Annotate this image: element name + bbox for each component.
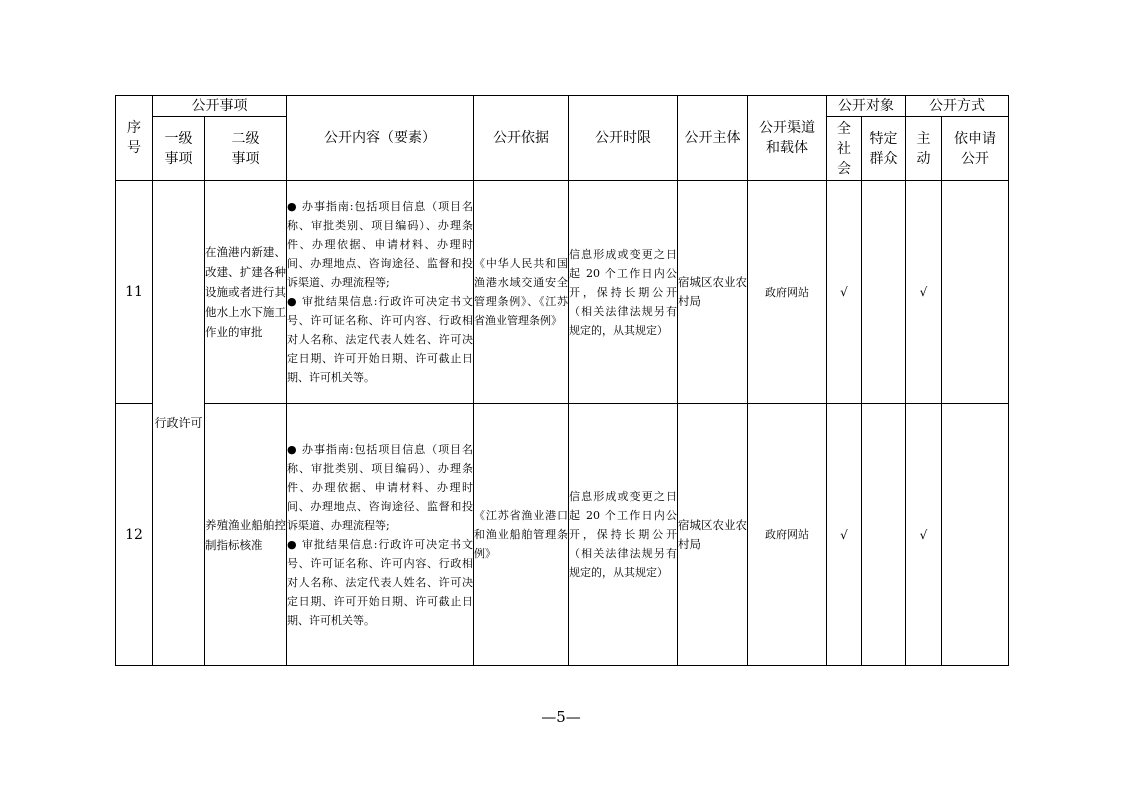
header-level1	[153, 117, 205, 181]
content-guide: ● 办事指南:包括项目信息（项目名称、审批类别、项目编码）、办理条件、办理依据、申请材料、办理时间、办理地点、咨询途径、监督和投诉渠道、办理流程等;	[287, 200, 473, 289]
header-row-1	[116, 96, 1009, 117]
header-method: 公开方式	[906, 96, 1009, 117]
header-public-items: 公开事项	[153, 96, 287, 117]
header-target-all	[827, 117, 862, 181]
row-level2: 在渔港内新建、改建、扩建各种设施或者进行其他水上水下施工作业的审批	[205, 181, 287, 404]
content-result: ● 审批结果信息:行政许可决定书文号、许可证名称、许可内容、行政相对人名称、法定代表人姓名、许可决定日期、许可开始日期、许可截止日期、许可机关等。	[287, 537, 473, 627]
level1-cell: 行政许可	[153, 181, 205, 666]
header-target-specific-label: 特定群众	[869, 130, 898, 167]
header-channel	[748, 96, 827, 181]
row-channel: 政府网站	[748, 181, 827, 404]
row-basis: 《中华人民共和国渔港水域交通安全管理条例》、《江苏省渔业管理条例》	[474, 181, 569, 404]
table-row	[116, 404, 1009, 666]
header-method-request	[942, 117, 1009, 181]
row-level2: 养殖渔业船舶控制指标核准	[205, 404, 287, 666]
row-subject: 宿城区农业农村局	[678, 404, 748, 666]
header-subject: 公开主体	[678, 96, 748, 181]
content-result: ● 审批结果信息:行政许可决定书文号、许可证名称、许可内容、行政相对人名称、法定代表人姓名、许可决定日期、许可开始日期、许可截止日期、许可机关等。	[287, 295, 473, 384]
header-level2	[205, 117, 287, 181]
row-all-society: √	[827, 181, 862, 404]
header-target: 公开对象	[827, 96, 906, 117]
row-all-society: √	[827, 404, 862, 666]
header-method-active-label: 主动	[916, 130, 931, 167]
page-number: —5—	[541, 708, 581, 726]
row-seq: 12	[116, 404, 153, 666]
row-specific	[862, 404, 906, 666]
header-basis: 公开依据	[474, 96, 569, 181]
row-channel: 政府网站	[748, 404, 827, 666]
row-basis: 《江苏省渔业港口和渔业船舶管理条例》	[474, 404, 569, 666]
header-method-request-label: 依申请公开	[954, 130, 996, 167]
row-subject: 宿城区农业农村局	[678, 181, 748, 404]
header-time-limit: 公开时限	[569, 96, 678, 181]
disclosure-table	[115, 95, 1009, 666]
row-time-limit: 信息形成或变更之日起 20 个工作日内公开，保持长期公开（相关法律法规另有规定的，从其规定）	[569, 181, 678, 404]
row-on-request	[942, 404, 1009, 666]
header-level1-label: 一级事项	[164, 130, 193, 167]
content-guide: ● 办事指南:包括项目信息（项目名称、审批类别、项目编码）、办理条件、办理依据、申请材料、办理时间、办理地点、咨询途径、监督和投诉渠道、办理流程等;	[287, 442, 473, 532]
disclosure-table-container	[115, 95, 1009, 666]
row-on-request	[942, 181, 1009, 404]
header-seq	[116, 96, 153, 181]
header-content: 公开内容（要素）	[287, 96, 474, 181]
header-seq-label: 序号	[127, 120, 141, 156]
header-channel-label: 公开渠道和载体	[759, 120, 815, 156]
header-target-all-label: 全社会	[837, 120, 851, 177]
row-specific	[862, 181, 906, 404]
table-row	[116, 181, 1009, 404]
header-level2-label: 二级事项	[231, 130, 260, 167]
row-time-limit: 信息形成或变更之日起 20 个工作日内公开，保持长期公开（相关法律法规另有规定的，从其规定）	[569, 404, 678, 666]
row-seq: 11	[116, 181, 153, 404]
row-active: √	[906, 181, 942, 404]
header-target-specific	[862, 117, 906, 181]
row-content	[287, 404, 474, 666]
row-content	[287, 181, 474, 404]
row-active: √	[906, 404, 942, 666]
header-method-active	[906, 117, 942, 181]
